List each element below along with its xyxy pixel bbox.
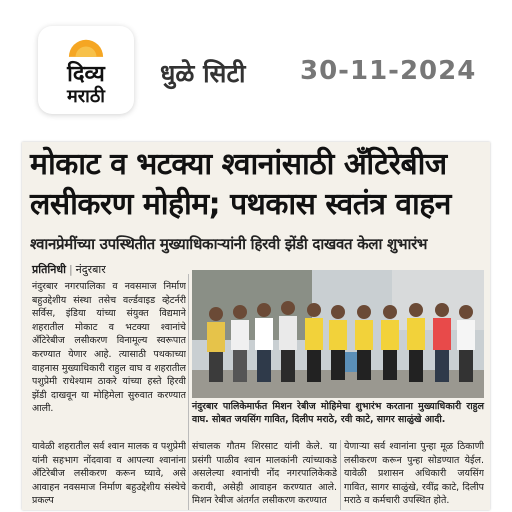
edition-date: 30-11-2024 — [300, 56, 477, 86]
column-divider — [340, 440, 341, 510]
article-paragraph-1: नंदुरबार नगरपालिका व नवसमाज निर्माण बहुउद्देशीय संस्था तसेच वर्ल्डवाइड व्हेटर्नरी सर्विस, इंडिया यांच्या संयुक्त विद्यमाने शहरातील मोकाट व भटक्या श्वानांचे ॲंटिरेबीज लसीकरण विनामूल्य स्वरूपात करण्यात येणार आहे. त्यासाठी पथकाच्या वाहनास मुख्याधिकारी राहुल वाघ व शहरातील पशुप्रेमी राधेश्याम ठाकरे यांच्या हस्ते हिरवी झेंडी दाखवून या मोहिमेला सुरुवात करण्यात आली. — [32, 281, 186, 415]
divya-marathi-logo[interactable] — [38, 26, 134, 114]
photo-caption: नंदुरबार पालिकेमार्फत मिशन रेबीज मोहिमेचा शुभारंभ करताना मुख्याधिकारी राहुल वाघ. सोबत जयसिंग गावित, दिलीप मराठे, रवी काटे, सागर साळुंखे आदी. — [192, 401, 484, 425]
logo-text-line2: मराठी — [67, 86, 105, 107]
newspaper-clipping[interactable] — [22, 142, 490, 510]
byline-separator: | — [68, 263, 73, 276]
byline-label: प्रतिनिधी — [32, 263, 66, 276]
article-photo[interactable] — [192, 270, 484, 398]
logo-text-line1: दिव्य — [67, 62, 105, 87]
article-paragraph-4: येणाऱ्या सर्व श्वानांना पुन्हा मूळ ठिकाणी लसीकरण करून पुन्हा सोडण्यात येईल. यावेळी प्रशासन अधिकारी जयसिंग गावित, सागर साळुंखे, रवींद्र काटे, दिलीप मराठे व कर्मचारी उपस्थित होते. — [344, 441, 484, 507]
edition-name: धुळे सिटी — [160, 59, 246, 88]
byline — [32, 262, 106, 277]
article-paragraph-2: यावेळी शहरातील सर्व श्वान मालक व पशुप्रेमी यांनी सहभाग नोंदवावा व आपल्या श्वानांना ॲंटिरेबीज लसीकरण करून घ्यावे, असे आवाहन नवसमाज निर्माण बहुउद्देशीय संस्थेचे प्रकल्प — [32, 441, 186, 507]
group-photo-illustration — [192, 270, 484, 398]
headline-line2: लसीकरण मोहीम; पथकास स्वतंत्र वाहन — [30, 187, 451, 222]
article-paragraph-3: संचालक गौतम शिरसाट यांनी केले. या प्रसंगी पाळीव श्वान मालकांनी त्यांच्याकडे असलेल्या श्वानांची नोंद नगरपालिकेकडे करावी, असेही आवाहन करण्यात आले. मिशन रेबीज अंतर्गत लसीकरण करण्यात — [192, 441, 337, 507]
subheadline: श्वानप्रेमींच्या उपस्थितीत मुख्याधिकाऱ्यांनी हिरवी झेंडी दाखवत केला शुभारंभ — [30, 235, 428, 253]
headline-line1: मोकाट व भटक्या श्वानांसाठी ॲंटिरेबीज — [30, 147, 447, 182]
page-header — [0, 0, 512, 124]
byline-place: नंदुरबार — [75, 263, 106, 276]
column-divider — [188, 274, 189, 510]
